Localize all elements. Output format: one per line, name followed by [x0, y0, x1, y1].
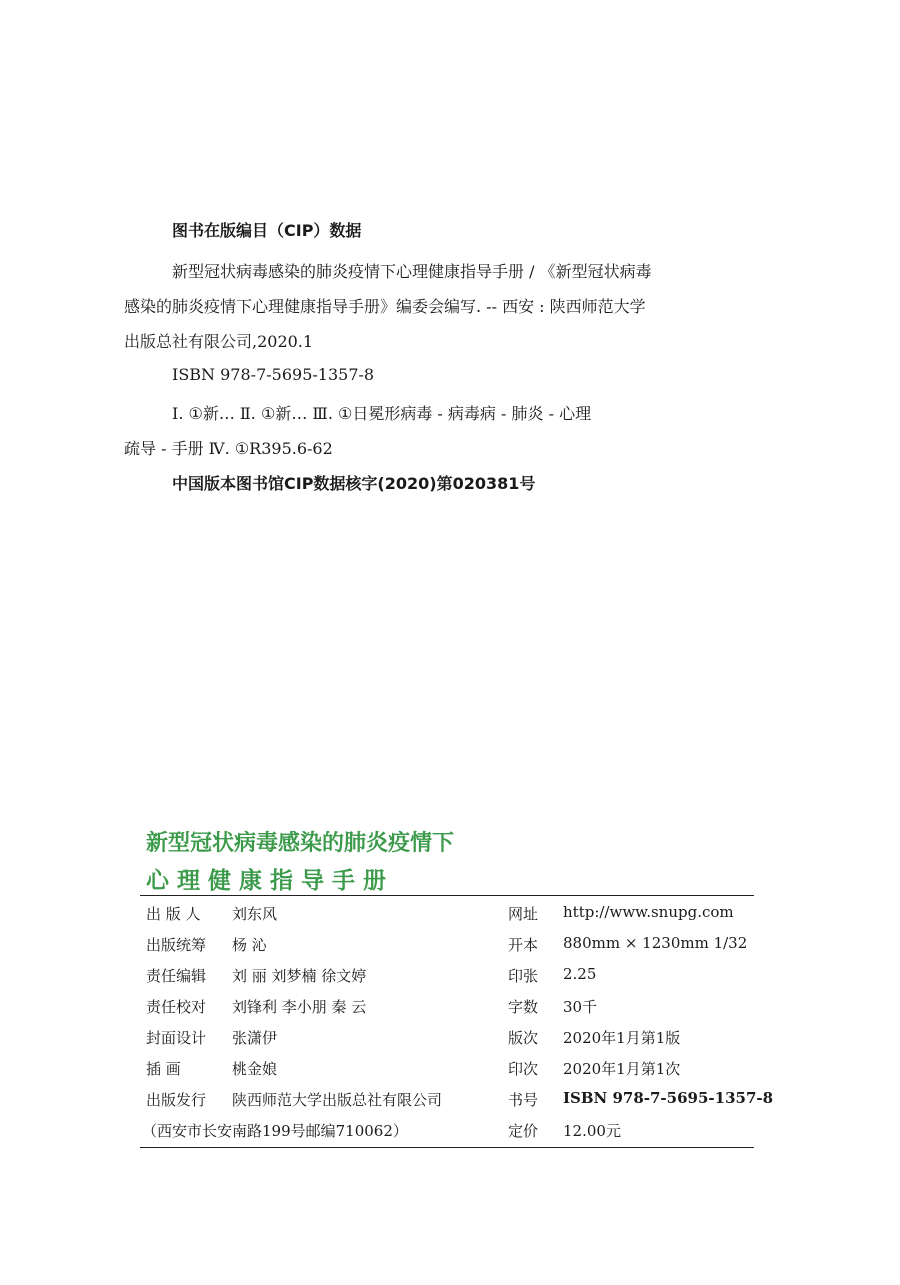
cip-classification: 疏导 - 手册 Ⅳ. ①R395.6-62 — [124, 439, 333, 458]
info-value: 杨 沁 — [232, 936, 267, 954]
info-right-label: 书号 — [508, 1091, 539, 1109]
info-right-value: http://www.snupg.com — [563, 903, 734, 921]
cip-title-line: 新型冠状病毒感染的肺炎疫情下心理健康指导手册 / 《新型冠状病毒 — [172, 262, 652, 281]
info-right-label: 定价 — [508, 1122, 539, 1140]
info-right-label: 版次 — [508, 1029, 539, 1047]
info-label: 出 版 人 — [146, 905, 201, 923]
info-value: 张潇伊 — [232, 1029, 278, 1047]
cip-title-line: 出版总社有限公司,2020.1 — [124, 332, 314, 351]
cip-heading: 图书在版编目（CIP）数据 — [172, 221, 362, 240]
top-rule — [140, 895, 754, 896]
info-value: 刘东风 — [232, 905, 278, 923]
info-label: 插 画 — [146, 1060, 181, 1078]
info-right-label: 字数 — [508, 998, 539, 1016]
info-right-value: 12.00元 — [563, 1122, 621, 1140]
info-right-label: 网址 — [508, 905, 539, 923]
info-row — [146, 903, 754, 925]
info-right-label: 印张 — [508, 967, 539, 985]
info-row — [146, 1058, 754, 1080]
bottom-rule — [140, 1147, 754, 1148]
info-right-value: 2020年1月第1版 — [563, 1029, 681, 1047]
info-row — [146, 965, 754, 987]
info-label: （西安市长安南路199号邮编710062） — [142, 1122, 408, 1140]
info-right-value: 2.25 — [563, 965, 597, 983]
cip-title-line: 感染的肺炎疫情下心理健康指导手册》编委会编写. -- 西安 : 陕西师范大学 — [124, 297, 646, 316]
cip-classification: Ⅰ. ①新… Ⅱ. ①新… Ⅲ. ①日冕形病毒 - 病毒病 - 肺炎 - 心理 — [172, 404, 592, 423]
info-right-label: 开本 — [508, 936, 539, 954]
info-right-value: 2020年1月第1次 — [563, 1060, 681, 1078]
info-label: 责任校对 — [146, 998, 207, 1016]
info-right-value: 30千 — [563, 998, 598, 1016]
info-row — [146, 996, 754, 1018]
info-row — [142, 1120, 754, 1142]
info-value: 刘锋利 李小朋 秦 云 — [232, 998, 367, 1016]
cip-isbn: ISBN 978-7-5695-1357-8 — [172, 365, 375, 384]
info-row — [146, 1089, 774, 1111]
cip-record-number: 中国版本图书馆CIP数据核字(2020)第020381号 — [172, 474, 536, 493]
info-right-value: 880mm × 1230mm 1/32 — [563, 934, 748, 952]
book-title-line2: 心 理 健 康 指 导 手 册 — [146, 867, 387, 894]
info-row — [146, 1027, 754, 1049]
info-row — [146, 934, 754, 956]
info-label: 封面设计 — [146, 1029, 207, 1047]
info-right-label: 印次 — [508, 1060, 539, 1078]
book-title-line1: 新型冠状病毒感染的肺炎疫情下 — [146, 830, 455, 856]
info-value: 刘 丽 刘梦楠 徐文婷 — [232, 967, 367, 985]
info-label: 出版统筹 — [146, 936, 207, 954]
info-label: 出版发行 — [146, 1091, 207, 1109]
info-value: 陕西师范大学出版总社有限公司 — [232, 1091, 443, 1109]
info-label: 责任编辑 — [146, 967, 207, 985]
info-right-value: ISBN 978-7-5695-1357-8 — [563, 1089, 774, 1107]
info-value: 桃金娘 — [232, 1060, 278, 1078]
